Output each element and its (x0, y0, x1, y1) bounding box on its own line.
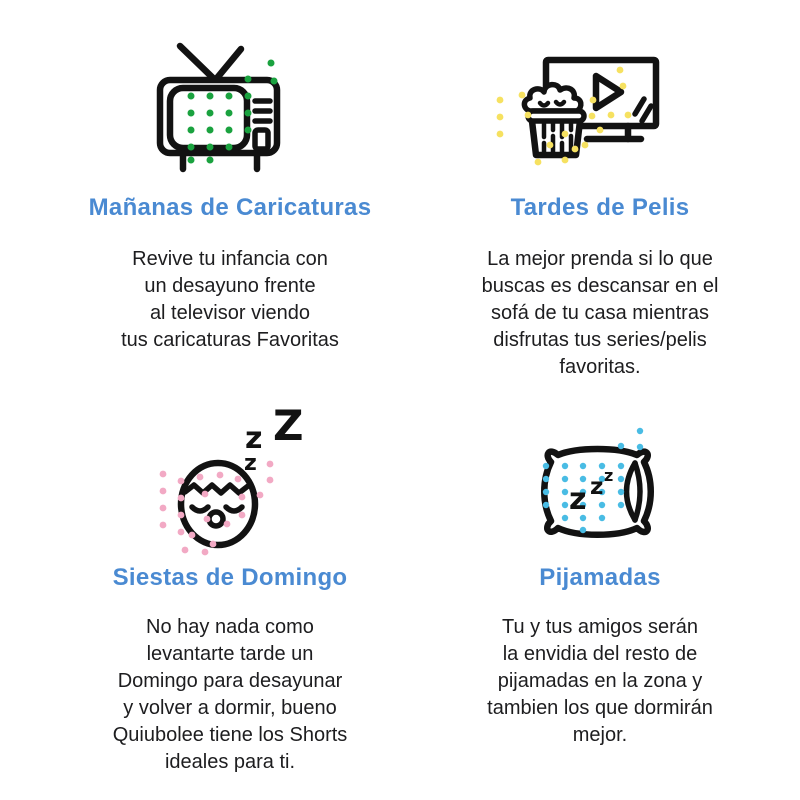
feature-section-siestas-de-domingo (30, 400, 430, 800)
section-description (482, 246, 719, 381)
description-line: La mejor prenda si lo que (487, 248, 713, 270)
description-line: tus caricaturas Favoritas (121, 329, 339, 351)
small-z-glyph: z (244, 451, 257, 476)
description-line: buscas es descansar en el (481, 275, 719, 297)
description-line: tambien los que dormirán (487, 697, 713, 719)
description-line: sofá de tu casa mientras (491, 302, 709, 324)
feature-section-tardes-de-pelis (400, 0, 800, 400)
tv-cartoons-icon (155, 30, 305, 180)
small-z-glyph: z (604, 466, 614, 485)
description-line: Revive tu infancia con (132, 248, 328, 270)
feature-section-mananas-de-caricaturas (30, 0, 430, 400)
section-title: Pijamadas (539, 564, 661, 591)
description-line: la envidia del resto de (502, 643, 698, 665)
description-line: mejor. (572, 724, 628, 746)
description-line: favoritas. (559, 356, 641, 378)
section-title: Tardes de Pelis (510, 194, 690, 221)
pillow-icon (515, 410, 685, 550)
description-line: disfrutas tus series/pelis (493, 329, 707, 351)
section-description (487, 614, 713, 749)
section-title: Siestas de Domingo (112, 564, 348, 591)
medium-z-glyph: z (245, 421, 263, 456)
icon-area (515, 400, 685, 560)
section-description (121, 246, 339, 354)
description-line: No hay nada como (146, 616, 314, 638)
icon-area (155, 30, 305, 180)
description-line: Quiubolee tiene los Shorts (112, 724, 348, 746)
icon-area (515, 30, 685, 180)
description-line: Tu y tus amigos serán (501, 616, 698, 638)
large-z-glyph: Z (273, 401, 304, 450)
feature-section-pijamadas (400, 400, 800, 800)
description-line: Domingo para desayunar (117, 670, 343, 692)
medium-z-glyph: z (590, 474, 604, 500)
sleeping-face-icon (145, 400, 315, 560)
description-line: levantarte tarde un (146, 643, 314, 665)
section-description (113, 614, 348, 776)
description-line: pijamadas en la zona y (497, 670, 703, 692)
description-line: ideales para ti. (164, 751, 296, 773)
description-line: y volver a dormir, bueno (123, 697, 337, 719)
large-z-glyph: z (569, 482, 587, 517)
description-line: un desayuno frente (144, 275, 316, 297)
description-line: al televisor viendo (149, 302, 311, 324)
movie-popcorn-icon (490, 43, 660, 183)
section-title: Mañanas de Caricaturas (88, 194, 372, 221)
icon-area (145, 400, 315, 560)
